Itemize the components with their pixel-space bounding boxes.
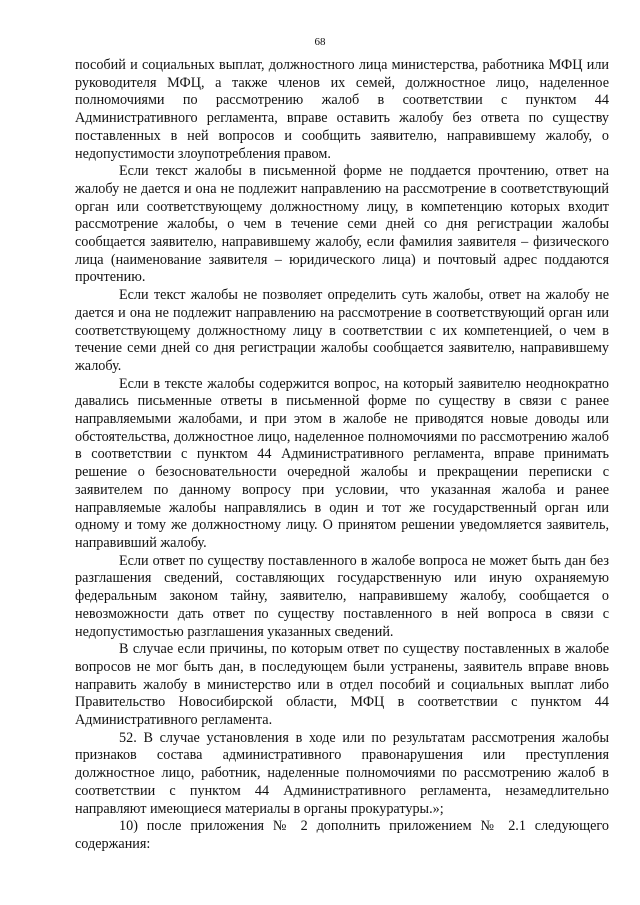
paragraph-continuation: пособий и социальных выплат, должностного лица министерства, работника МФЦ или руководителя МФЦ, а также членов их семей, должностное лицо, наделенное полномочиями по рассмотрению жалоб в соответствии с пунктом 44 Административного регламента, вправе оставить жалобу без ответа по существу поставленных в ней вопросов и сообщить заявителю, направившему жалобу, о недопустимости злоупотребления правом. [75, 57, 609, 162]
page-number: 68 [314, 36, 326, 48]
paragraph-10-appendix: 10) после приложения № 2 дополнить приложением № 2.1 следующего содержания: [75, 818, 609, 852]
document-body [75, 57, 609, 854]
paragraph-52-prosecution: 52. В случае установления в ходе или по результатам рассмотрения жалобы признаков состава административного правонарушения или преступления должностное лицо, работник, наделенные полномочиями по рассмотрению жалоб в соответствии с пунктом 44 Административного регламента, незамедлительно направляют имеющиеся материалы в органы прокуратуры.»; [75, 729, 609, 817]
paragraph-unreadable-text: Если текст жалобы в письменной форме не поддается прочтению, ответ на жалобу не дается и она не подлежит направлению на рассмотрение в соответствующий орган или соответствующему должностному лицу, в компетенцию которых входит рассмотрение жалобы, о чем в течение семи дней со дня регистрации жалобы сообщается заявителю, направившему жалобу, если фамилия заявителя – физического лица (наименование заявителя – юридического лица) и почтовый адрес поддаются прочтению. [75, 163, 609, 286]
paragraph-undeterminable-essence: Если текст жалобы не позволяет определить суть жалобы, ответ на жалобу не дается и она не подлежит направлению на рассмотрение в соответствующий орган или соответствующему должностному лицу в соответствии с их компетенцией, о чем в течение семи дней со дня регистрации жалобы сообщается заявителю, направившему жалобу. [75, 287, 609, 374]
paragraph-reasons-eliminated: В случае если причины, по которым ответ по существу поставленных в жалобе вопросов не мог быть дан, в последующем были устранены, заявитель вправе вновь направить жалобу в министерство или в отдел пособий и социальных выплат либо Правительство Новосибирской области, МФЦ в соответствии с пунктом 44 Административного регламента. [75, 641, 609, 729]
paragraph-secret-information: Если ответ по существу поставленного в жалобе вопроса не может быть дан без разглашения сведений, составляющих государственную или иную охраняемую федеральным законом тайну, заявителю, направившему жалобу, сообщается о невозможности дать ответ по существу поставленного в ней вопроса в связи с недопустимостью разглашения указанных сведений. [75, 552, 609, 640]
paragraph-repeated-question: Если в тексте жалобы содержится вопрос, на который заявителю неоднократно давались письменные ответы в письменной форме по существу в связи с ранее направляемыми жалобами, и при этом в жалобе не приводятся новые доводы или обстоятельства, должностное лицо, наделенное полномочиями по рассмотрению жалоб в соответствии с пунктом 44 Административного регламента, вправе принимать решение о безосновательности очередной жалобы и прекращении переписки с заявителем по данному вопросу при условии, что указанная жалоба и ранее направляемые жалобы направлялись в один и тот же государственный орган или одному и тому же должностному лицу. О принятом решении уведомляется заявитель, направивший жалобу. [75, 375, 609, 551]
